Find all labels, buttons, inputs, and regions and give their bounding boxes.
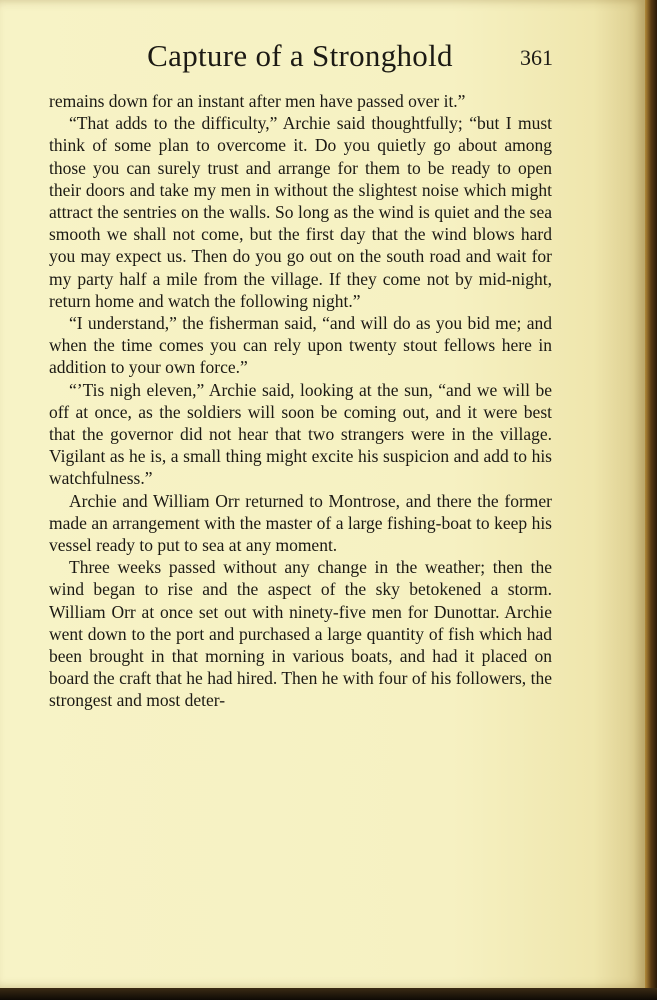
paragraph: remains down for an instant after men have passed over it.” xyxy=(49,91,466,111)
paragraph: “I understand,” the fisherman said, “and will do as you bid me; and when the time comes you can rely upon twenty stout fellows here in addition to your own force.” xyxy=(49,313,552,378)
paragraph: Three weeks passed without any change in the weather; then the wind began to rise and the aspect of the sky betokened a storm. William Orr at once set out with ninety-five men for Dunottar. Archie went down to the port and purchased a large quantity of fish which had been brought in that morning in various boats, and had it placed on board the craft that he had hired. Then he with four of his followers, the strongest and most deter- xyxy=(49,557,552,711)
book-bottom-edge xyxy=(0,988,657,1000)
paragraph: “That adds to the difficulty,” Archie said thoughtfully; “but I must think of some plan to overcome it. Do you quietly go about among those you can surely trust and arrange for them to be ready to open their doors and take my men in without the slightest noise which might attract the sentries on the walls. So long as the wind is quiet and the sea smooth we shall not come, but the first day that the wind blows hard you may expect us. Then do you go out on the south road and wait for my party half a mile from the village. If they come not by mid-night, return home and watch the following night.” xyxy=(49,113,552,311)
running-header xyxy=(0,38,645,78)
page-title: Capture of a Stronghold xyxy=(147,38,453,73)
paragraph: “’Tis nigh eleven,” Archie said, looking at the sun, “and we will be off at once, as the soldiers will soon be coming out, and it were best that the governor did not hear that two strangers were in the village. Vigilant as he is, a small thing might excite his suspicion and add to his watchfulness.” xyxy=(49,379,552,489)
body-text xyxy=(49,90,552,712)
book-spine-edge xyxy=(645,0,657,1000)
paragraph: Archie and William Orr returned to Montrose, and there the former made an arrangement with the master of a large fishing-boat to keep his vessel ready to put to sea at any moment. xyxy=(49,490,552,556)
page-number: 361 xyxy=(520,45,553,70)
